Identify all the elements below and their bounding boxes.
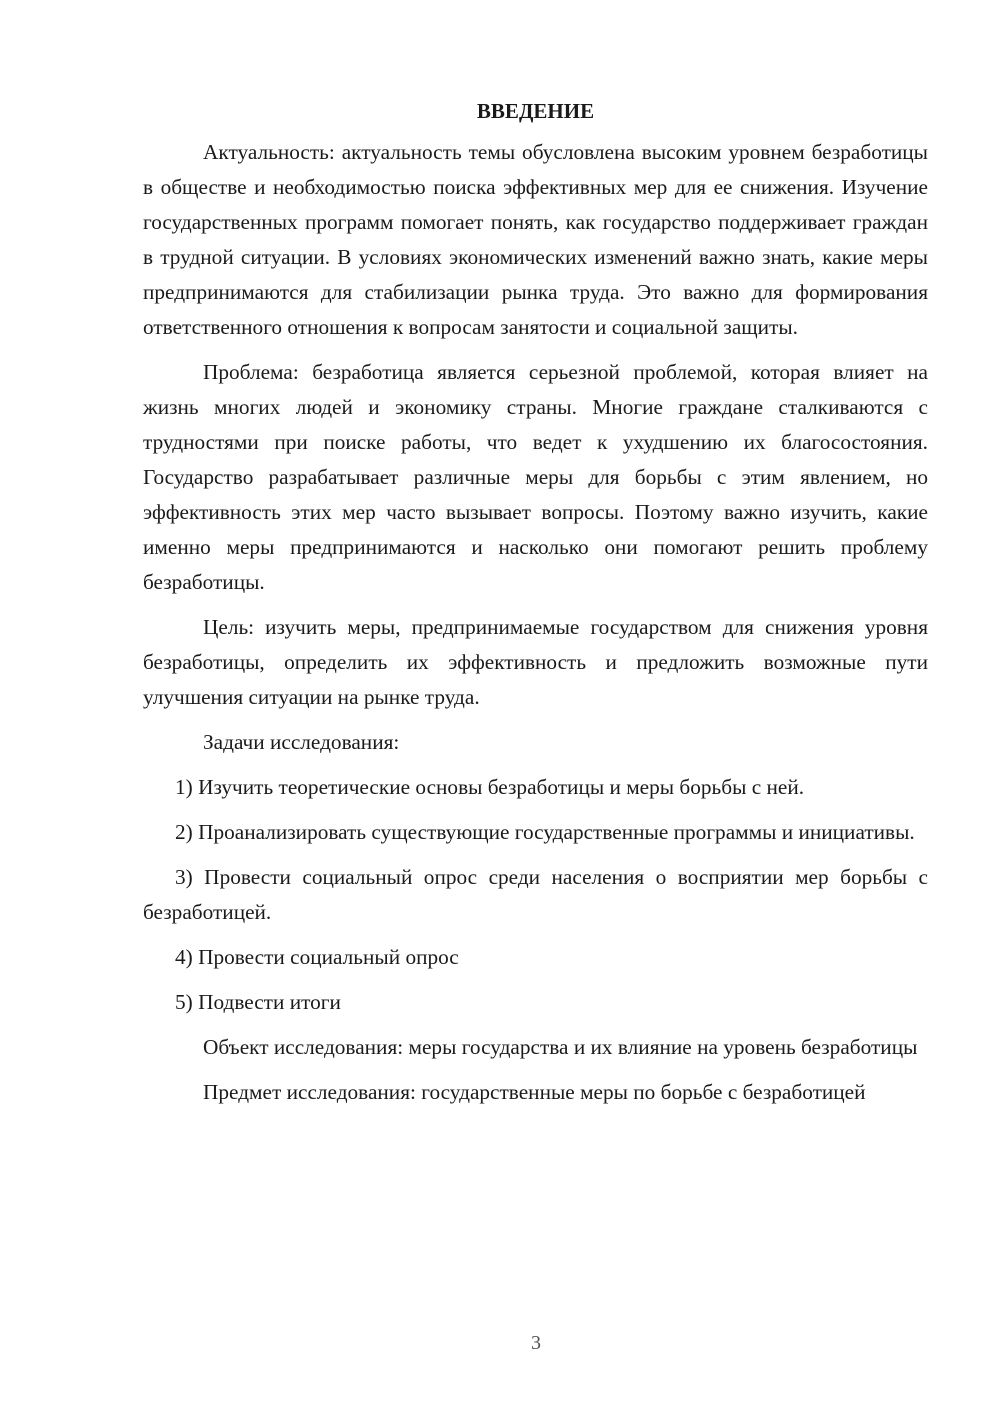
page-body [143,95,928,1120]
tasks-heading: Задачи исследования: [203,730,400,754]
paragraph-subject: Предмет исследования: государственные меры по борьбе с безработицей [203,1080,866,1104]
paragraph-object: Объект исследования: меры государства и их влияние на уровень безработицы [203,1035,918,1059]
task-item-1: 1) Изучить теоретические основы безработицы и меры борьбы с ней. [175,775,805,799]
task-item-4: 4) Провести социальный опрос [175,945,459,969]
paragraph-relevance: Актуальность: актуальность темы обусловлена высоким уровнем безработицы в обществе и необходимостью поиска эффективных мер для ее снижения. Изучение государственных программ помогает понять, как государство поддерживает граждан в трудной ситуации. В условиях экономических изменений важно знать, какие меры предпринимаются для стабилизации рынка труда. Это важно для формирования ответственного отношения к вопросам занятости и социальной защиты. [143,140,928,339]
page-number: 3 [531,1332,541,1354]
paragraph-goal: Цель: изучить меры, предпринимаемые государством для снижения уровня безработицы, определить их эффективность и предложить возможные пути улучшения ситуации на рынке труда. [143,615,928,709]
task-item-2: 2) Проанализировать существующие государственные программы и инициативы. [175,820,915,844]
task-item-3: 3) Провести социальный опрос среди населения о восприятии мер борьбы с безработицей. [143,865,928,924]
task-item-5: 5) Подвести итоги [175,990,341,1014]
paragraph-problem: Проблема: безработица является серьезной проблемой, которая влияет на жизнь многих людей и экономику страны. Многие граждане сталкиваются с трудностями при поиске работы, что ведет к ухудшению их благосостояния. Государство разрабатывает различные меры для борьбы с этим явлением, но эффективность этих мер часто вызывает вопросы. Поэтому важно изучить, какие именно меры предпринимаются и насколько они помогают решить проблему безработицы. [143,360,928,594]
page-title: ВВЕДЕНИЕ [476,99,595,123]
